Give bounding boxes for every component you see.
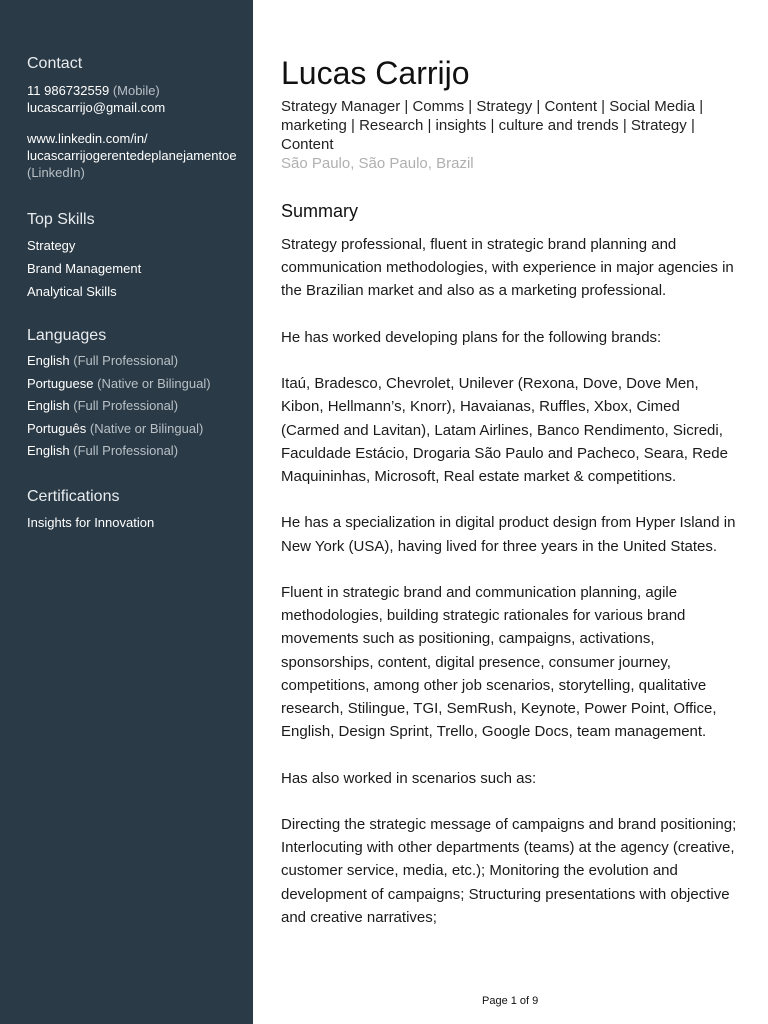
language-level: (Native or Bilingual) <box>97 375 211 391</box>
language-item <box>27 350 253 373</box>
skill-item: Analytical Skills <box>27 284 117 299</box>
summary-paragraph: He has worked developing plans for the following brands: <box>281 328 662 346</box>
language-item <box>27 373 253 396</box>
language-item <box>27 418 253 441</box>
language-level: (Full Professional) <box>73 443 179 459</box>
top-skills-section <box>27 210 253 303</box>
certification-item: Insights for Innovation <box>27 515 155 530</box>
skill-item: Brand Management <box>27 261 142 276</box>
summary-paragraph: Directing the strategic message of campaigns and brand positioning; Interlocuting with other departments (teams) at the agency (creative, customer service, media, etc.); Monitoring the evolution and development of campaigns; Structuring presentations with objective and creative narratives; <box>281 815 737 926</box>
phone-number: 11 986732559 <box>27 83 110 98</box>
language-name: English <box>27 398 70 414</box>
phone-type: (Mobile) <box>112 83 160 98</box>
summary-paragraph: Itaú, Bradesco, Chevrolet, Unilever (Rexona, Dove, Dove Men, Kibon, Hellmann’s, Knorr), Havaianas, Ruffles, Xbox, Cimed (Carmed and Lavitan), Latam Airlines, Banco Rendimento, Sicredi, Faculdade Estácio, Drogaria São Paulo and Pacheco, Seara, Rede Maquininhas, Microsoft, Real estate market & competitions. <box>281 375 728 485</box>
sidebar <box>0 0 253 1024</box>
contact-email[interactable]: lucascarrijo@gmail.com <box>27 100 166 115</box>
certifications-section <box>27 487 253 534</box>
profile-location: São Paulo, São Paulo, Brazil <box>281 155 474 172</box>
summary-paragraph: Fluent in strategic brand and communication planning, agile methodologies, building strategic rationales for various brand movements such as positioning, campaigns, activations, sponsorships, content, digital presence, consumer journey, competitions, among other job scenarios, storytelling, qualitative research, Stilingue, TGI, SemRush, Keynote, Power Point, Office, English, Design Sprint, Trello, Google Docs, team management. <box>281 583 717 741</box>
language-name: English <box>27 443 70 459</box>
summary-heading: Summary <box>281 201 359 221</box>
language-level: (Full Professional) <box>73 353 179 368</box>
profile-name: Lucas Carrijo <box>281 55 470 91</box>
linkedin-type: (LinkedIn) <box>27 165 85 180</box>
summary-paragraph: He has a specialization in digital product design from Hyper Island in New York (USA), having lived for three years in the United States. <box>281 514 736 555</box>
contact-section <box>27 54 253 181</box>
profile-headline: Strategy Manager | Comms | Strategy | Content | Social Media | marketing | Research | insights | culture and trends | Strategy | Content <box>281 98 704 153</box>
certifications-heading: Certifications <box>27 488 120 505</box>
language-name: Portuguese <box>27 375 94 391</box>
language-item <box>27 440 253 463</box>
summary-paragraph: Has also worked in scenarios such as: <box>281 769 537 787</box>
contact-phone[interactable] <box>27 82 253 99</box>
page-number: Page 1 of 9 <box>482 995 539 1007</box>
languages-section <box>27 326 253 463</box>
summary-paragraph: Strategy professional, fluent in strategic brand planning and communication methodologies, with experience in major agencies in the Brazilian market and also as a marketing professional. <box>281 236 734 300</box>
language-level: (Full Professional) <box>73 398 179 414</box>
language-level: (Native or Bilingual) <box>89 420 204 436</box>
summary-body <box>281 233 741 952</box>
linkedin-url-line1[interactable]: www.linkedin.com/in/ <box>27 131 148 146</box>
language-item <box>27 395 253 418</box>
language-name: English <box>27 353 70 368</box>
contact-heading: Contact <box>27 55 83 72</box>
top-skills-heading: Top Skills <box>27 211 95 228</box>
languages-heading: Languages <box>27 327 107 344</box>
language-name: Português <box>27 420 87 436</box>
linkedin-url-line2[interactable]: lucascarrijogerentedeplanejamentoe <box>27 148 237 163</box>
skill-item: Strategy <box>27 238 76 253</box>
